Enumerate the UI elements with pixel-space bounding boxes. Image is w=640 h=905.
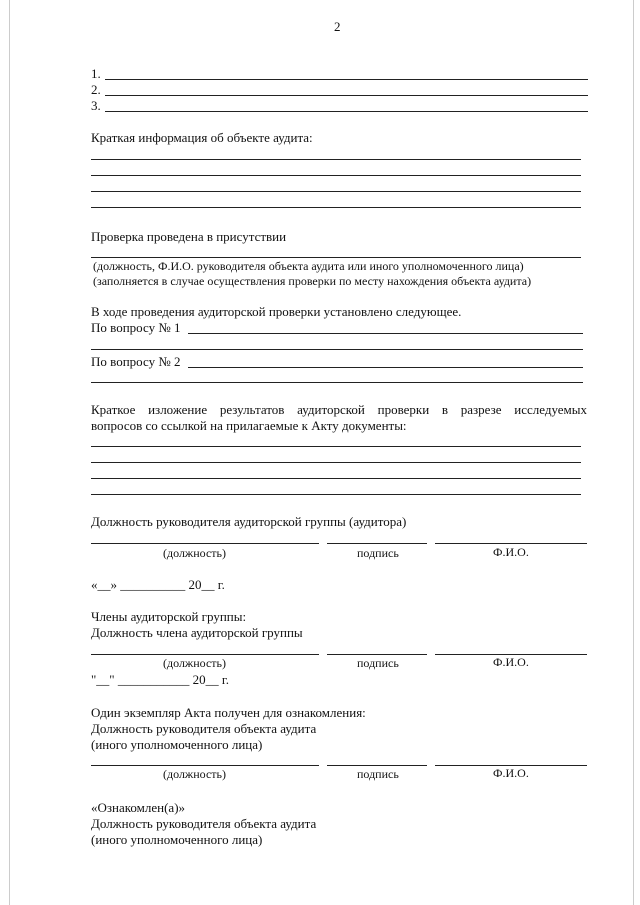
numbered-line-2 bbox=[105, 95, 588, 96]
fill-line bbox=[91, 478, 581, 479]
members-label: Члены аудиторской группы: bbox=[91, 609, 247, 624]
signature-caption-position: (должность) bbox=[163, 767, 226, 781]
fill-line bbox=[91, 257, 581, 258]
fill-line bbox=[188, 333, 583, 334]
object-head-label: Должность руководителя объекта аудита bbox=[91, 816, 317, 831]
signature-caption-signature: подпись bbox=[357, 767, 399, 781]
date-line: «__» __________ 20__ г. bbox=[91, 577, 225, 592]
object-head-label: Должность руководителя объекта аудита bbox=[91, 721, 317, 736]
member-position-label: Должность члена аудиторской группы bbox=[91, 625, 303, 640]
signature-line-fio bbox=[435, 543, 587, 544]
signature-caption-signature: подпись bbox=[357, 546, 399, 560]
numbered-line-label: 1. bbox=[91, 66, 101, 81]
acquainted-label: «Ознакомлен(а)» bbox=[91, 800, 186, 815]
fill-line bbox=[91, 446, 581, 447]
signature-caption-fio: Ф.И.О. bbox=[493, 545, 529, 559]
fill-line bbox=[91, 159, 581, 160]
signature-caption-position: (должность) bbox=[163, 546, 226, 560]
numbered-line-3 bbox=[105, 111, 588, 112]
signature-line-position bbox=[91, 543, 319, 544]
page-edge-left bbox=[9, 0, 10, 905]
summary-text: Краткое изложение результатов аудиторской проверки в разрезе исследуемых bbox=[91, 402, 587, 417]
fill-line bbox=[91, 175, 581, 176]
numbered-line-label: 2. bbox=[91, 82, 101, 97]
signature-line-signature bbox=[327, 654, 427, 655]
presence-label: Проверка проведена в присутствии bbox=[91, 229, 287, 244]
presence-hint: (заполняется в случае осуществления проверки по месту нахождения объекта аудита) bbox=[93, 274, 532, 288]
head-position-label: Должность руководителя аудиторской группы (аудитора) bbox=[91, 514, 407, 529]
object-head-label: (иного уполномоченного лица) bbox=[91, 737, 263, 752]
fill-line bbox=[91, 462, 581, 463]
signature-line-position bbox=[91, 654, 319, 655]
signature-line-signature bbox=[327, 543, 427, 544]
presence-hint: (должность, Ф.И.О. руководителя объекта аудита или иного уполномоченного лица) bbox=[93, 259, 524, 273]
numbered-line-1 bbox=[105, 79, 588, 80]
fill-line bbox=[188, 367, 583, 368]
signature-caption-position: (должность) bbox=[163, 656, 226, 670]
summary-text: вопросов со ссылкой на прилагаемые к Акту документы: bbox=[91, 418, 407, 433]
numbered-line-label: 3. bbox=[91, 98, 101, 113]
signature-caption-fio: Ф.И.О. bbox=[493, 766, 529, 780]
fill-line bbox=[91, 191, 581, 192]
copy-received-label: Один экземпляр Акта получен для ознакомления: bbox=[91, 705, 366, 720]
page-edge-right bbox=[633, 0, 634, 905]
question-1-label: По вопросу № 1 bbox=[91, 320, 181, 335]
page-number: 2 bbox=[334, 19, 341, 34]
object-head-label: (иного уполномоченного лица) bbox=[91, 832, 263, 847]
question-2-label: По вопросу № 2 bbox=[91, 354, 181, 369]
fill-line bbox=[91, 494, 581, 495]
fill-line bbox=[91, 382, 583, 383]
fill-line bbox=[91, 207, 581, 208]
signature-line-signature bbox=[327, 765, 427, 766]
signature-caption-signature: подпись bbox=[357, 656, 399, 670]
fill-line bbox=[91, 349, 583, 350]
signature-caption-fio: Ф.И.О. bbox=[493, 655, 529, 669]
date-line: "__" ___________ 20__ г. bbox=[91, 672, 229, 687]
brief-info-label: Краткая информация об объекте аудита: bbox=[91, 130, 313, 145]
signature-line-position bbox=[91, 765, 319, 766]
findings-intro: В ходе проведения аудиторской проверки установлено следующее. bbox=[91, 304, 462, 319]
